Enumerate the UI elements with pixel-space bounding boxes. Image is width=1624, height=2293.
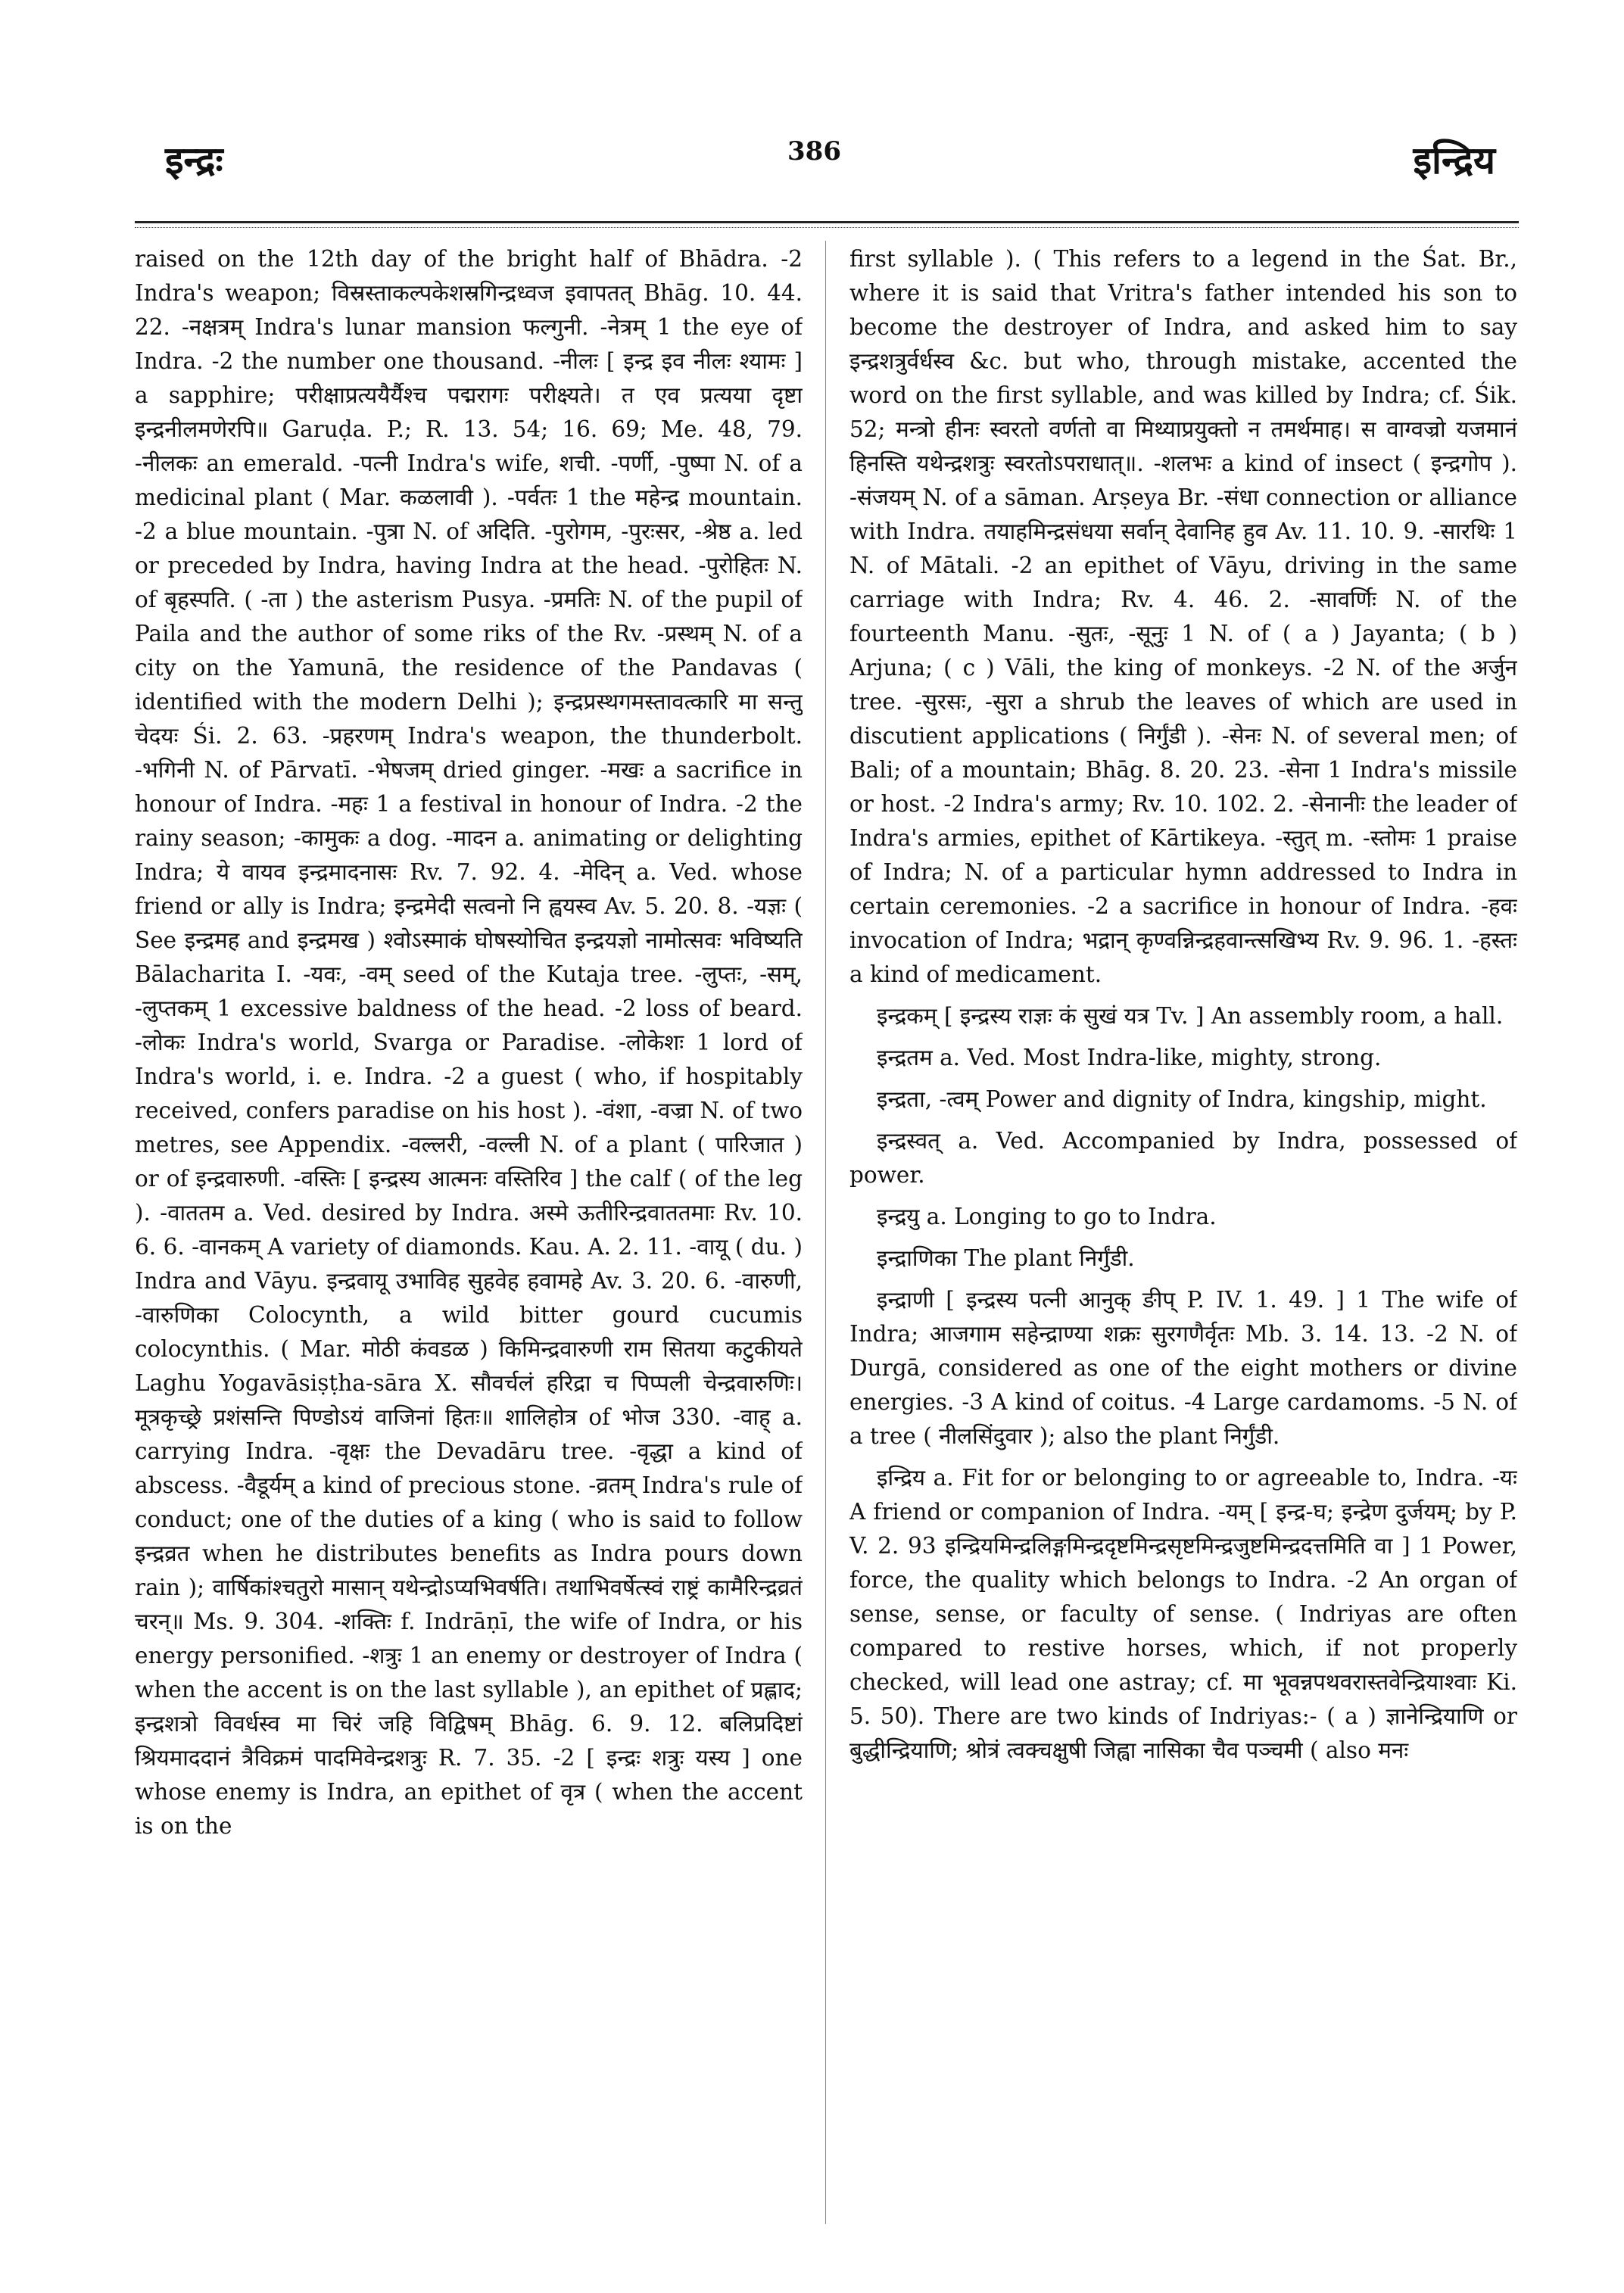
- entry-indrakam: इन्द्रकम् [ इन्द्रस्य राज्ञः कं सुखं यत्र Tv. ] An assembly room, a hall.: [877, 1003, 1504, 1029]
- entry-indrasvat: इन्द्रस्वत् a. Ved. Accompanied by Indra, possessed of power.: [849, 1128, 1517, 1188]
- left-column: [135, 242, 803, 2233]
- entry-indrayu: इन्द्रयु a. Longing to go to Indra.: [877, 1204, 1217, 1229]
- right-column: [849, 242, 1517, 2233]
- entry-indrata: इन्द्रता, -त्वम् Power and dignity of Indra, kingship, might.: [877, 1086, 1487, 1112]
- left-headword: इन्द्रः: [165, 138, 223, 182]
- column-divider: [825, 241, 826, 2224]
- header-dotted-rule: [135, 227, 1519, 228]
- right-headword: इन्द्रिय: [1413, 138, 1495, 182]
- entry-indriya: इन्द्रिय a. Fit for or belonging to or agreeable to, Indra. -यः A friend or companion of Indra. -यम् [ इन्द्र-घ; इन्द्रेण दुर्जयम्; by P. V. 2. 93 इन्द्रियमिन्द्रलिङ्गमिन्द्रदृष्टमिन्द्रसृष्टमिन्द्रजुष्टमिन्द्रदत्तमिति वा ] 1 Power, force, the quality which belongs to Indra. -2 An organ of sense, sense, or faculty of sense. ( Indriyas are often compared to restive horses, which, if not properly checked, will lead one astray; cf. मा भूवन्नपथवरास्तवेन्द्रियाश्वाः Ki. 5. 50). There are two kinds of Indriyas:- ( a ) ज्ञानेन्द्रियाणि or बुद्धीन्द्रियाणि; श्रोत्रं त्वक्चक्षुषी जिह्वा नासिका चैव पञ्चमी ( also मनः: [849, 1465, 1517, 1763]
- running-head: [0, 133, 1624, 224]
- entry-paragraph: raised on the 12th day of the bright half of Bhādra. -2 Indra's weapon; विस्रस्ताकल्पकेशस्रगिन्द्रध्वज इवापतत् Bhāg. 10. 44. 22. -नक्षत्रम् Indra's lunar mansion फल्गुनी. -नेत्रम् 1 the eye of Indra. -2 the number one thousand. -नीलः [ इन्द्र इव नीलः श्यामः ] a sapphire; परीक्षाप्रत्ययैर्यैश्च पद्मरागः परीक्ष्यते। त एव प्रत्यया दृष्टा इन्द्रनीलमणेरपि॥ Garuḍa. P.; R. 13. 54; 16. 69; Me. 48, 79. -नीलकः an emerald. -पत्नी Indra's wife, शची. -पर्णी, -पुष्पा N. of a medicinal plant ( Mar. कळलावी ). -पर्वतः 1 the महेन्द्र mountain. -2 a blue mountain. -पुत्रा N. of अदिति. -पुरोगम, -पुरःसर, -श्रेष्ठ a. led or preceded by Indra, having Indra at the head. -पुरोहितः N. of बृहस्पति. ( -ता ) the asterism Pusya. -प्रमतिः N. of the pupil of Paila and the author of some riks of the Rv. -प्रस्थम् N. of a city on the Yamunā, the residence of the Pandavas ( identified with the modern Delhi ); इन्द्रप्रस्थगमस्तावत्कारि मा सन्तु चेदयः Śi. 2. 63. -प्रहरणम् Indra's weapon, the thunderbolt. -भगिनी N. of Pārvatī. -भेषजम् dried ginger. -मखः a sacrifice in honour of Indra. -महः 1 a festival in honour of Indra. -2 the rainy season; -कामुकः a dog. -मादन a. animating or delighting Indra; ये वायव इन्द्रमादनासः Rv. 7. 92. 4. -मेदिन् a. Ved. whose friend or ally is Indra; इन्द्रमेदी सत्वनो नि ह्वयस्व Av. 5. 20. 8. -यज्ञः ( See इन्द्रमह and इन्द्रमख ) श्वोऽस्माकं घोषस्योचित इन्द्रयज्ञो नामोत्सवः भविष्यति Bālacharita I. -यवः, -वम् seed of the Kutaja tree. -लुप्तः, -सम्, -लुप्तकम् 1 excessive baldness of the head. -2 loss of beard. -लोकः Indra's world, Svarga or Paradise. -लोकेशः 1 lord of Indra's world, i. e. Indra. -2 a guest ( who, if hospitably received, confers paradise on his host ). -वंशा, -वज्रा N. of two metres, see Appendix. -वल्लरी, -वल्ली N. of a plant ( पारिजात ) or of इन्द्रवारुणी. -वस्तिः [ इन्द्रस्य आत्मनः वस्तिरिव ] the calf ( of the leg ). -वाततम a. Ved. desired by Indra. अस्मे ऊतीरिन्द्रवाततमाः Rv. 10. 6. 6. -वानकम् A variety of diamonds. Kau. A. 2. 11. -वायू ( du. ) Indra and Vāyu. इन्द्रवायू उभाविह सुहवेह हवामहे Av. 3. 20. 6. -वारुणी, -वारुणिका Colocynth, a wild bitter gourd cucumis colocynthis. ( Mar. मोठी कंवडळ ) किमिन्द्रवारुणी राम सितया कटुकीयते Laghu Yogavāsiṣṭha-sāra X. सौवर्चलं हरिद्रा च पिप्पली चेन्द्रवारुणिः। मूत्रकृच्छ्रे प्रशंसन्ति पिण्डोऽयं वाजिनां हितः॥ शालिहोत्र of भोज 330. -वाह् a. carrying Indra. -वृक्षः the Devadāru tree. -वृद्धा a kind of abscess. -वैडूर्यम् a kind of precious stone. -व्रतम् Indra's rule of conduct; one of the duties of a king ( who is said to follow इन्द्रव्रत when he distributes benefits as Indra pours down rain ); वार्षिकांश्चतुरो मासान् यथेन्द्रोऽप्यभिवर्षति। तथाभिवर्षेत्स्वं राष्ट्रं कामैरिन्द्रव्रतं चरन्॥ Ms. 9. 304. -शक्तिः f. Indrāṇī, the wife of Indra, or his energy personified. -शत्रुः 1 an enemy or destroyer of Indra ( when the accent is on the last syllable ), an epithet of प्रह्लाद; इन्द्रशत्रो विवर्धस्व मा चिरं जहि विद्विषम् Bhāg. 6. 9. 12. बलिप्रदिष्टां श्रियमाददानं त्रैविक्रमं पादमिवेन्द्रशत्रुः R. 7. 35. -2 [ इन्द्रः शत्रुः यस्य ] one whose enemy is Indra, an epithet of वृत्र ( when the accent is on the: [135, 246, 803, 1839]
- entry-indrani: इन्द्राणी [ इन्द्रस्य पत्नी आनुक् ङीप् P. IV. 1. 49. ] 1 The wife of Indra; आजगाम सहेन्द्राण्या शक्रः सुरगणैर्वृतः Mb. 3. 14. 13. -2 N. of Durgā, considered as one of the eight mothers or divine energies. -3 A kind of coitus. -4 Large cardamoms. -5 N. of a tree ( नीलसिंदुवार ); also the plant निर्गुंडी.: [849, 1287, 1517, 1449]
- page-number: 386: [787, 136, 841, 167]
- header-rule: [135, 221, 1519, 223]
- entry-indratama: इन्द्रतम a. Ved. Most Indra-like, mighty, strong.: [877, 1045, 1382, 1070]
- entry-paragraph: first syllable ). ( This refers to a legend in the Śat. Br., where it is said that Vritra's father intended his son to become the destroyer of Indra, and asked him to say इन्द्रशत्रुर्वर्धस्व &c. but who, through mistake, accented the word on the first syllable, and was killed by Indra; cf. Śik. 52; मन्त्रो हीनः स्वरतो वर्णतो वा मिथ्याप्रयुक्तो न तमर्थमाह। स वाग्वज्रो यजमानं हिनस्ति यथेन्द्रशत्रुः स्वरतोऽपराधात्॥. -शलभः a kind of insect ( इन्द्रगोप ). -संजयम् N. of a sāman. Arṣeya Br. -संधा connection or alliance with Indra. तयाहमिन्द्रसंधया सर्वान् देवानिह हुव Av. 11. 10. 9. -सारथिः 1 N. of Mātali. -2 an epithet of Vāyu, driving in the same carriage with Indra; Rv. 4. 46. 2. -सावर्णिः N. of the fourteenth Manu. -सुतः, -सूनुः 1 N. of ( a ) Jayanta; ( b ) Arjuna; ( c ) Vāli, the king of monkeys. -2 N. of the अर्जुन tree. -सुरसः, -सुरा a shrub the leaves of which are used in discutient applications ( निर्गुंडी ). -सेनः N. of several men; of Bali; of a mountain; Bhāg. 8. 20. 23. -सेना 1 Indra's missile or host. -2 Indra's army; Rv. 10. 102. 2. -सेनानीः the leader of Indra's armies, epithet of Kārtikeya. -स्तुत् m. -स्तोमः 1 praise of Indra; N. of a particular hymn addressed to Indra in certain ceremonies. -2 a sacrifice in honour of Indra. -हवः invocation of Indra; भद्रान् कृण्वन्निन्द्रहवान्त्सखिभ्य Rv. 9. 96. 1. -हस्तः a kind of medicament.: [849, 246, 1517, 987]
- entry-indranika: इन्द्राणिका The plant निर्गुंडी.: [877, 1245, 1135, 1271]
